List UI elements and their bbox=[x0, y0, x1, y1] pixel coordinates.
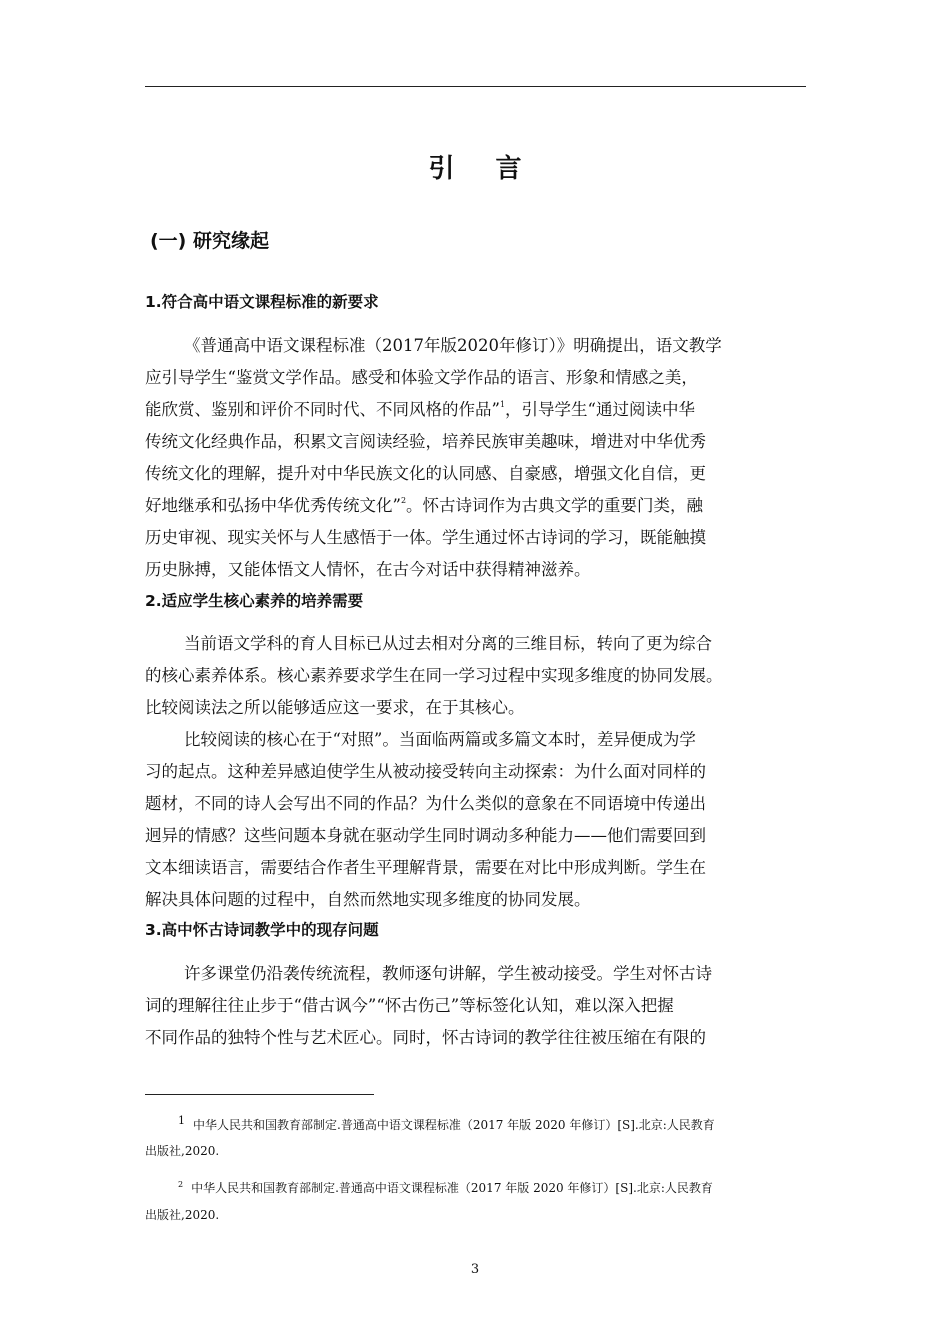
footnote-line bbox=[145, 1106, 807, 1136]
footnote-marker: 2 bbox=[178, 1180, 184, 1189]
footnote-separator bbox=[145, 1094, 374, 1095]
subsection-heading-1: 1.符合高中语文课程标准的新要求 bbox=[145, 293, 379, 311]
text-fragment: 能欣赏、鉴别和评价不同时代、不同风格的作品” bbox=[145, 400, 500, 419]
text-line: 传统文化经典作品，积累文言阅读经验，培养民族审美趣味，增进对中华优秀 bbox=[145, 432, 706, 451]
paragraph-1 bbox=[145, 330, 807, 586]
page-number: 3 bbox=[470, 1262, 480, 1277]
header-rule bbox=[145, 86, 806, 87]
footnote-line: 出版社,2020. bbox=[145, 1208, 220, 1222]
text-line bbox=[145, 394, 807, 426]
text-line bbox=[145, 490, 807, 522]
text-line: 习的起点。这种差异感迫使学生从被动接受转向主动探索：为什么面对同样的 bbox=[145, 762, 706, 781]
text-line: 比较阅读的核心在于“对照”。当面临两篇或多篇文本时，差异便成为学 bbox=[184, 730, 696, 749]
text-line: 当前语文学科的育人目标已从过去相对分离的三维目标，转向了更为综合 bbox=[184, 634, 712, 653]
text-line: 传统文化的理解，提升对中华民族文化的认同感、自豪感，增强文化自信，更 bbox=[145, 464, 706, 483]
text-fragment: 。怀古诗词作为古典文学的重要门类，融 bbox=[406, 496, 704, 515]
text-line: 不同作品的独特个性与艺术匠心。同时，怀古诗词的教学往往被压缩在有限的 bbox=[145, 1028, 706, 1047]
footnote-line bbox=[145, 1170, 807, 1200]
text-line: 许多课堂仍沿袭传统流程，教师逐句讲解，学生被动接受。学生对怀古诗 bbox=[184, 964, 712, 983]
text-fragment: ，引导学生“通过阅读中华 bbox=[505, 400, 695, 419]
subsection-heading-2: 2.适应学生核心素养的培养需要 bbox=[145, 592, 364, 610]
footnote-2 bbox=[145, 1170, 807, 1230]
paragraph-2 bbox=[145, 628, 807, 916]
text-line: 题材，不同的诗人会写出不同的作品？为什么类似的意象在不同语境中传递出 bbox=[145, 794, 706, 813]
text-line: 词的理解往往止步于“借古讽今”“怀古伤己”等标签化认知，难以深入把握 bbox=[145, 996, 674, 1015]
footnote-1 bbox=[145, 1106, 807, 1166]
text-line: 迥异的情感？这些问题本身就在驱动学生同时调动多种能力——他们需要回到 bbox=[145, 826, 706, 845]
text-line: 应引导学生“鉴赏文学作品。感受和体验文学作品的语言、形象和情感之美， bbox=[145, 368, 698, 387]
section-heading: (一) 研究缘起 bbox=[150, 230, 269, 252]
text-line: 《普通高中语文课程标准（2017年版2020年修订）》明确提出，语文教学 bbox=[184, 336, 722, 355]
footnote-marker: 1 bbox=[178, 1114, 185, 1127]
footnote-ref-2[interactable]: 2 bbox=[400, 496, 407, 505]
text-line: 文本细读语言，需要结合作者生平理解背景，需要在对比中形成判断。学生在 bbox=[145, 858, 706, 877]
text-line: 历史脉搏，又能体悟文人情怀，在古今对话中获得精神滋养。 bbox=[145, 560, 591, 579]
text-line: 比较阅读法之所以能够适应这一要求，在于其核心。 bbox=[145, 698, 525, 717]
text-line: 解决具体问题的过程中，自然而然地实现多维度的协同发展。 bbox=[145, 890, 591, 909]
footnote-text: 中华人民共和国教育部制定.普通高中语文课程标准（2017 年版 2020 年修订）[S].北京:人民教育 bbox=[191, 1181, 713, 1195]
text-line: 历史审视、现实关怀与人生感悟于一体。学生通过怀古诗词的学习，既能触摸 bbox=[145, 528, 706, 547]
text-fragment: 好地继承和弘扬中华优秀传统文化” bbox=[145, 496, 401, 515]
page-title: 引 言 bbox=[428, 154, 538, 184]
footnote-text: 中华人民共和国教育部制定.普通高中语文课程标准（2017 年版 2020 年修订）[S].北京:人民教育 bbox=[193, 1118, 715, 1132]
footnote-line: 出版社,2020. bbox=[145, 1144, 220, 1158]
subsection-heading-3: 3.高中怀古诗词教学中的现存问题 bbox=[145, 921, 379, 939]
paragraph-3 bbox=[145, 958, 807, 1054]
footnote-ref-1[interactable]: 1 bbox=[499, 400, 506, 409]
text-line: 的核心素养体系。核心素养要求学生在同一学习过程中实现多维度的协同发展。 bbox=[145, 666, 723, 685]
